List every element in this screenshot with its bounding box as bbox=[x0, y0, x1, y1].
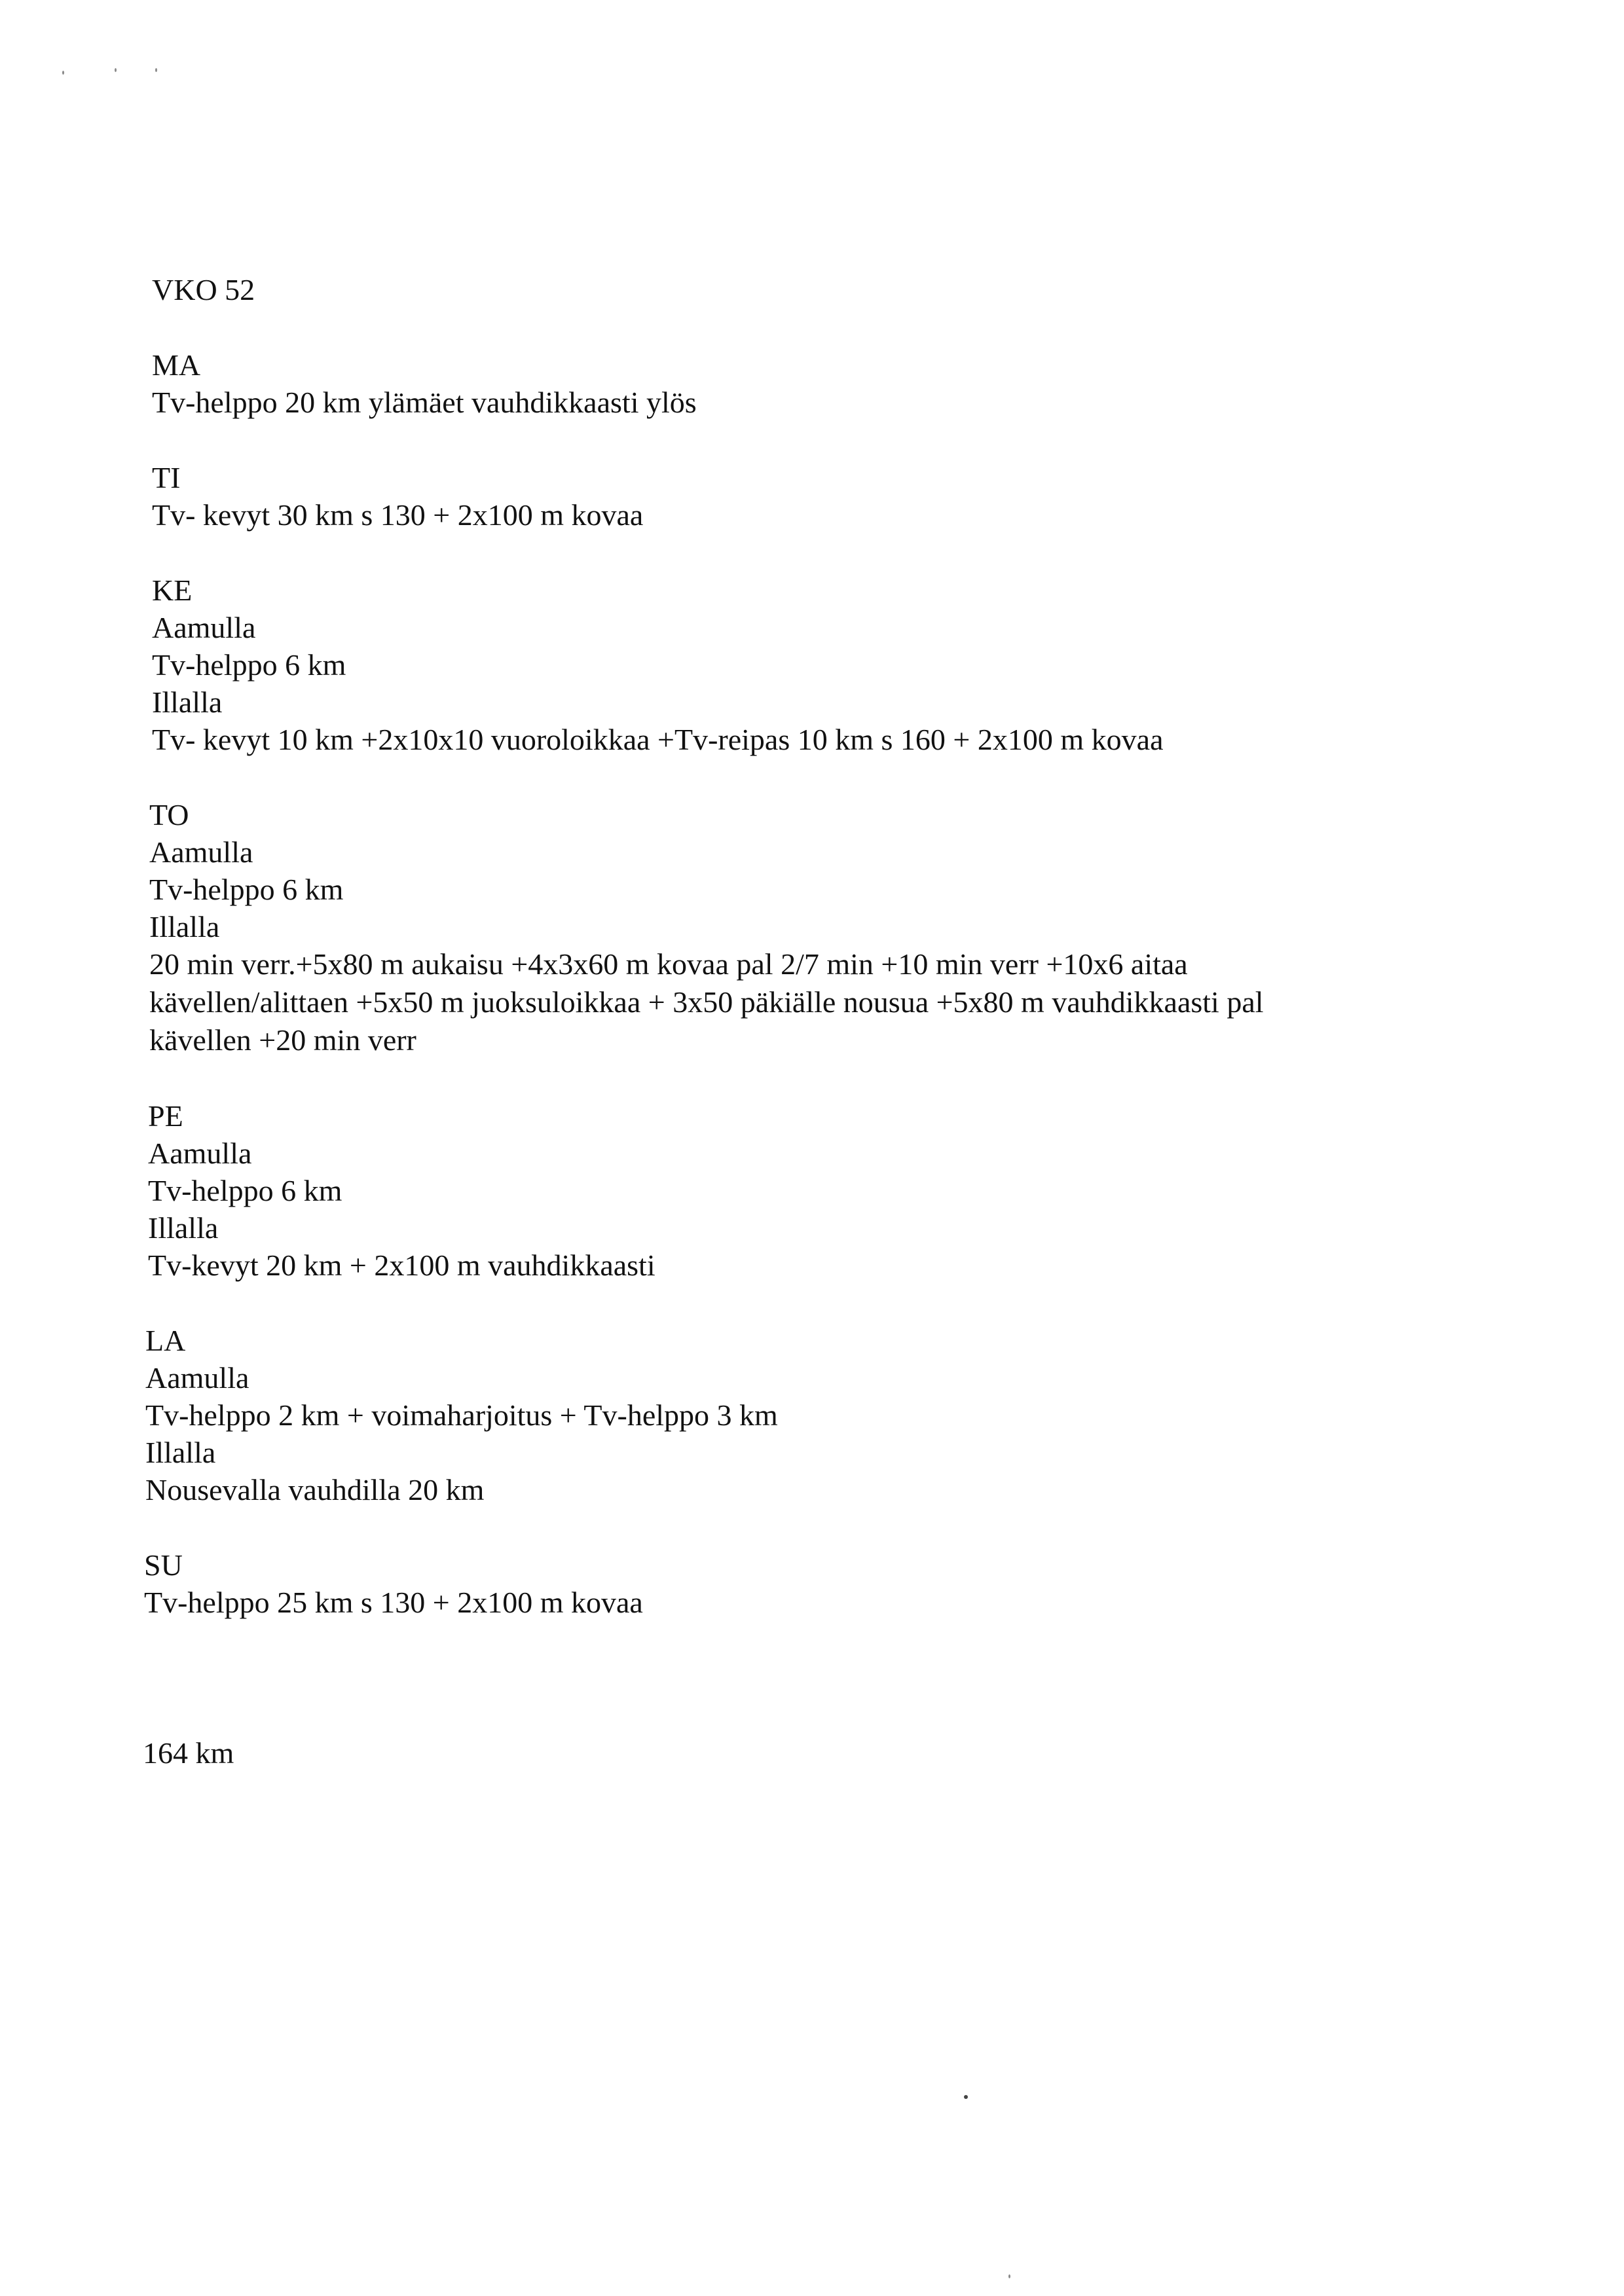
day-line: 20 min verr.+5x80 m aukaisu +4x3x60 m kovaa pal 2/7 min +10 min verr +10x6 aitaa bbox=[149, 947, 1188, 981]
day-line: Illalla bbox=[149, 910, 220, 943]
day-line: Tv-helppo 6 km bbox=[149, 873, 344, 906]
day-line: Aamulla bbox=[149, 835, 253, 869]
day-label-ke: KE bbox=[152, 574, 193, 607]
day-line: Tv- kevyt 10 km +2x10x10 vuoroloikkaa +Tv-reipas 10 km s 160 + 2x100 m kovaa bbox=[152, 723, 1164, 756]
day-line: Tv-helppo 2 km + voimaharjoitus + Tv-helppo 3 km bbox=[145, 1398, 778, 1432]
day-line: Illalla bbox=[152, 685, 223, 719]
day-line: kävellen +20 min verr bbox=[149, 1023, 416, 1057]
scan-speck bbox=[964, 2095, 968, 2099]
day-line: Aamulla bbox=[148, 1137, 252, 1170]
day-line: Aamulla bbox=[152, 611, 256, 644]
day-line: Nousevalla vauhdilla 20 km bbox=[145, 1473, 485, 1506]
day-label-ti: TI bbox=[152, 461, 181, 494]
day-line: Aamulla bbox=[145, 1361, 249, 1394]
day-line: Illalla bbox=[148, 1211, 219, 1245]
day-label-la: LA bbox=[145, 1324, 186, 1357]
scan-speck bbox=[115, 68, 117, 72]
day-line: Tv-kevyt 20 km + 2x100 m vauhdikkaasti bbox=[148, 1248, 655, 1282]
day-line: Tv- kevyt 30 km s 130 + 2x100 m kovaa bbox=[152, 498, 644, 532]
day-line: kävellen/alittaen +5x50 m juoksuloikkaa + 3x50 päkiälle nousua +5x80 m vauhdikkaasti pal bbox=[149, 985, 1264, 1019]
day-label-ma: MA bbox=[152, 348, 201, 382]
day-label-to: TO bbox=[149, 798, 189, 831]
day-line: Tv-helppo 20 km ylämäet vauhdikkaasti ylös bbox=[152, 386, 697, 419]
day-line: Tv-helppo 6 km bbox=[152, 648, 346, 682]
scan-speck bbox=[1008, 2274, 1010, 2278]
week-title: VKO 52 bbox=[152, 273, 255, 306]
day-line: Tv-helppo 6 km bbox=[148, 1174, 342, 1207]
scan-speck bbox=[62, 71, 64, 75]
weekly-total: 164 km bbox=[143, 1736, 234, 1770]
scan-speck bbox=[155, 68, 157, 72]
day-line: Tv-helppo 25 km s 130 + 2x100 m kovaa bbox=[144, 1586, 643, 1619]
day-line: Illalla bbox=[145, 1436, 216, 1469]
day-label-su: SU bbox=[144, 1548, 183, 1582]
day-label-pe: PE bbox=[148, 1099, 183, 1133]
